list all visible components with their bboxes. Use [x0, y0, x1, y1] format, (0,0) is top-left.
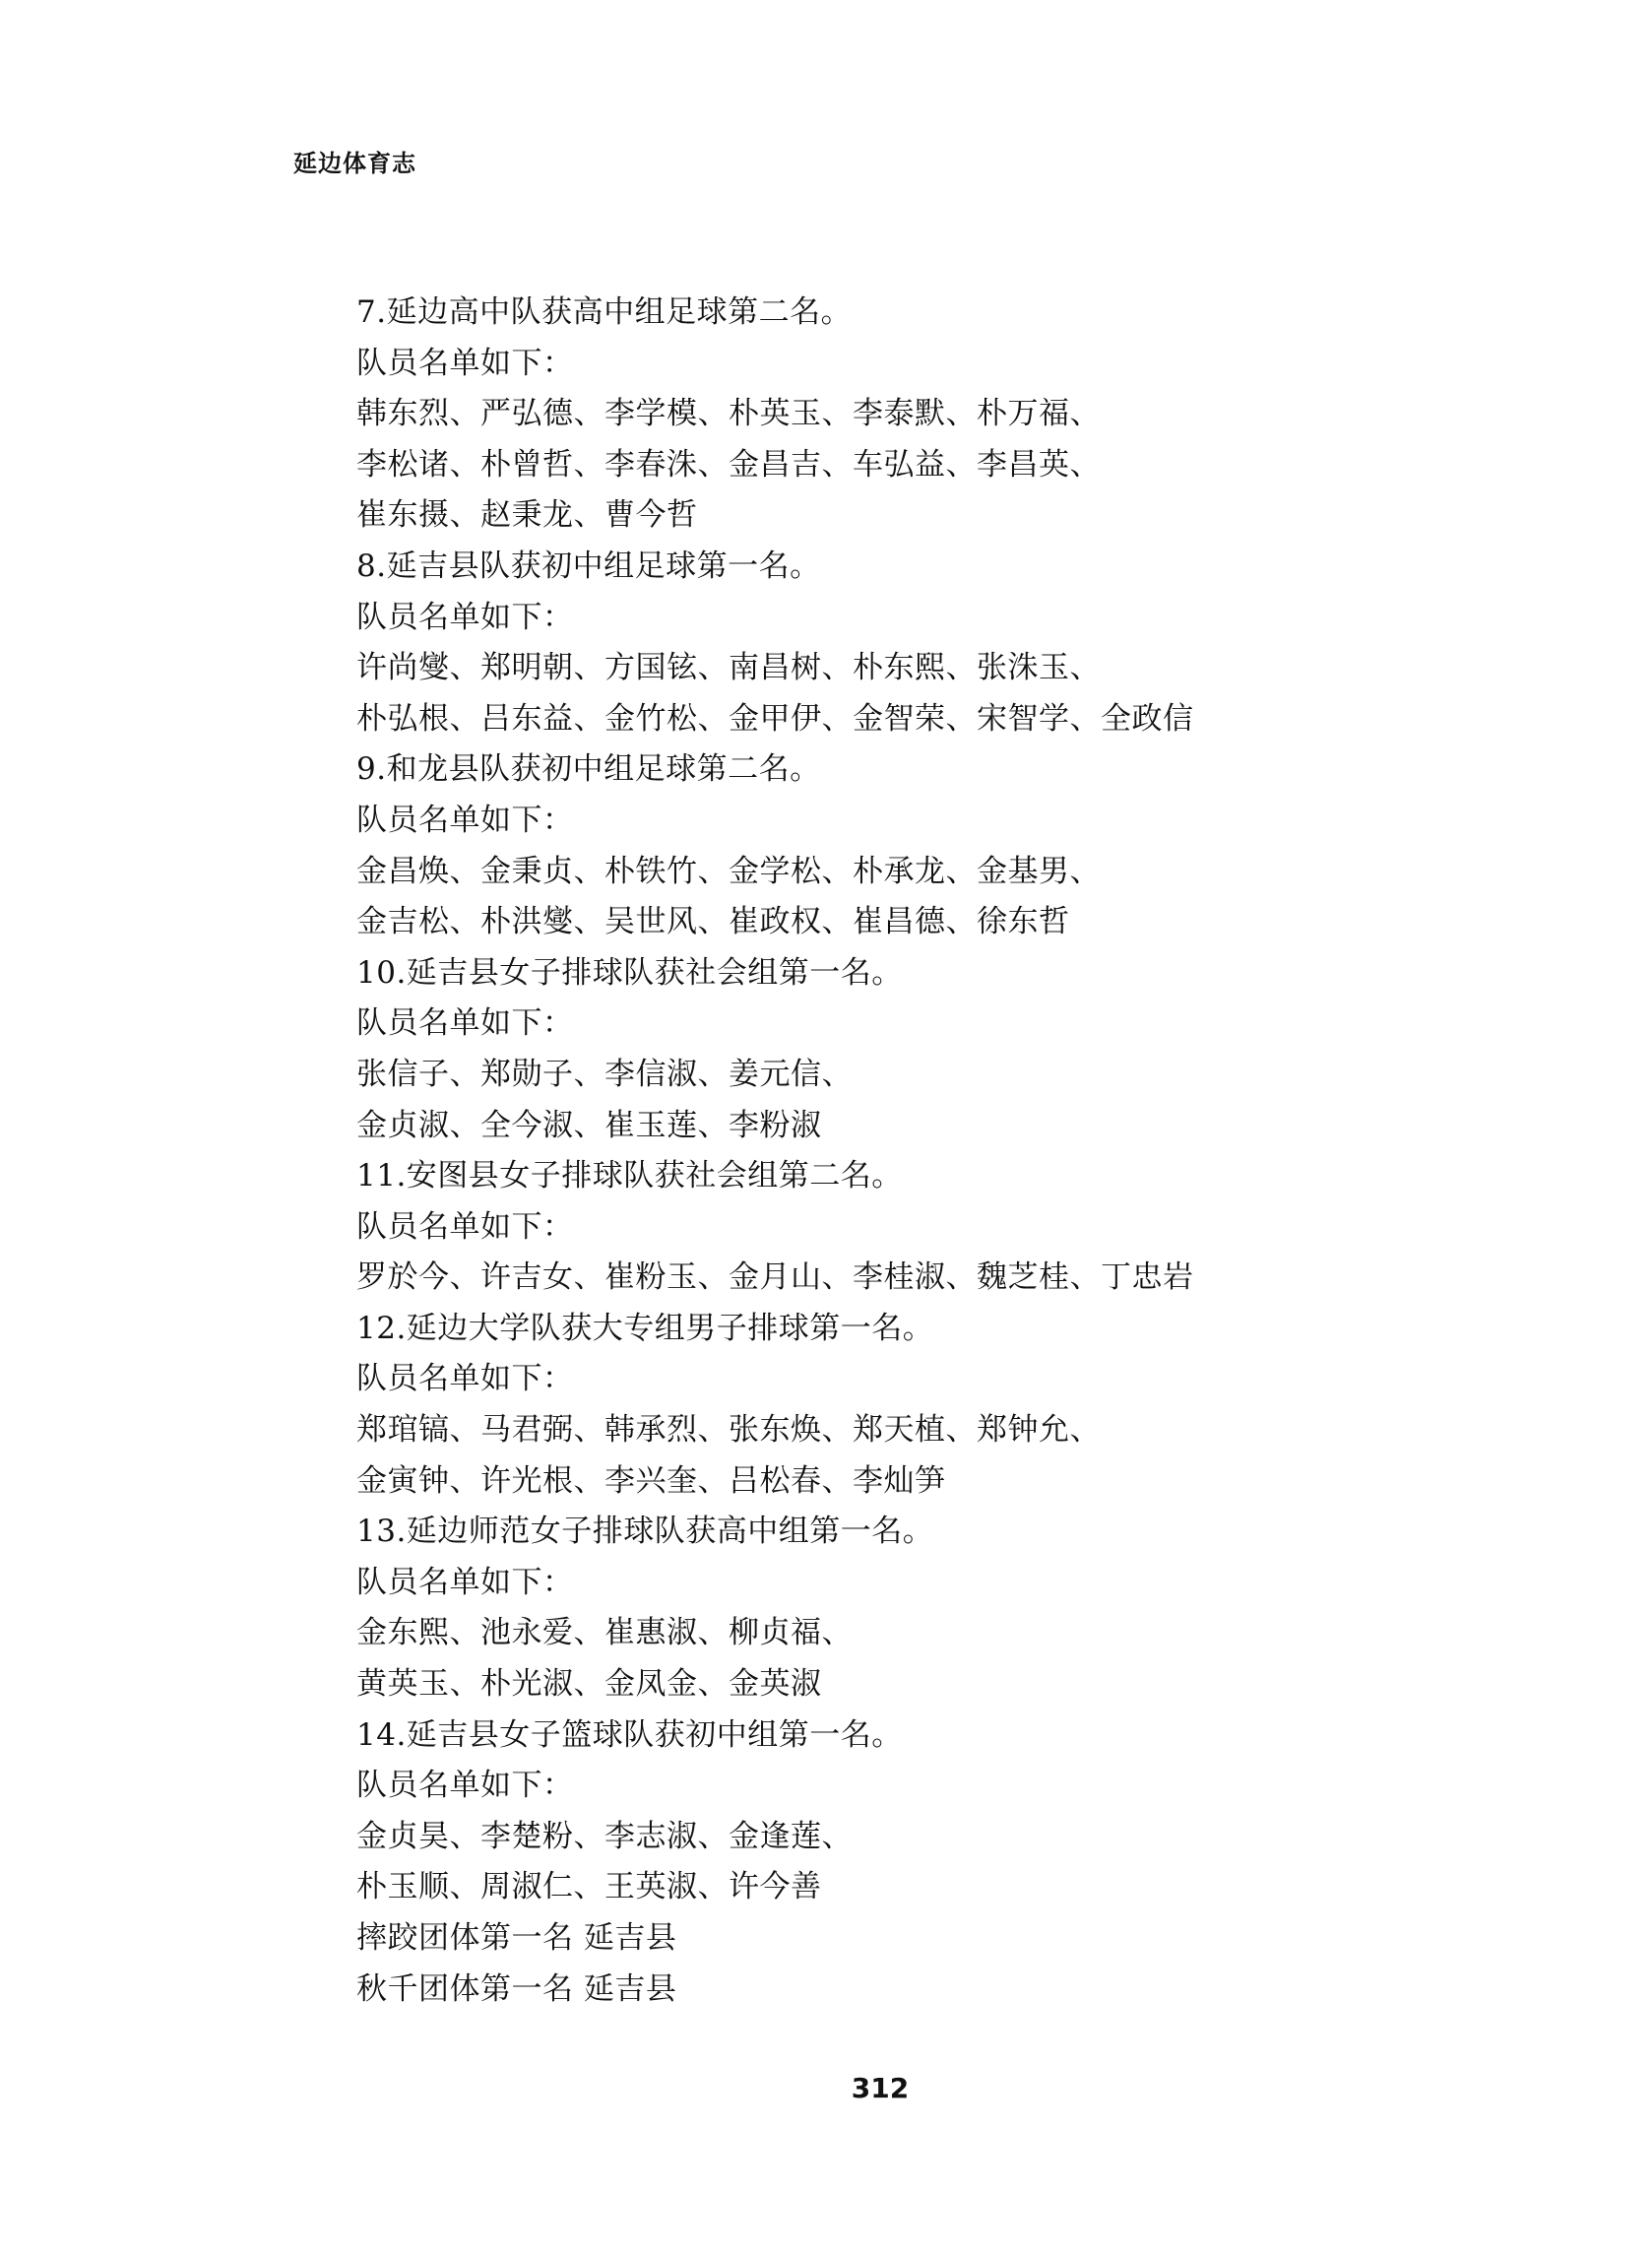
text-line: 队员名单如下： [356, 1208, 574, 1245]
text-line: 7.延边高中队获高中组足球第二名。 [356, 294, 853, 330]
text-line: 队员名单如下： [356, 802, 574, 838]
text-line: 队员名单如下： [356, 345, 574, 381]
text-line: 13.延边师范女子排球队获高中组第一名。 [356, 1514, 934, 1550]
text-line: 12.延边大学队获大专组男子排球第一名。 [356, 1310, 934, 1346]
text-line: 许尚燮、郑明朝、方国铉、南昌树、朴东熙、张洙玉、 [356, 650, 1101, 686]
text-line: 张信子、郑勋子、李信淑、姜元信、 [356, 1056, 853, 1092]
page-number: 312 [851, 2072, 910, 2104]
text-line: 金东熙、池永爱、崔惠淑、柳贞福、 [356, 1615, 853, 1651]
text-line: 罗於今、许吉女、崔粉玉、金月山、李桂淑、魏芝桂、丁忠岩 [356, 1259, 1194, 1296]
text-line: 14.延吉县女子篮球队获初中组第一名。 [356, 1716, 903, 1753]
text-line: 金吉松、朴洪燮、吴世风、崔政权、崔昌德、徐东哲 [356, 904, 1070, 940]
text-line: 李松诸、朴曾哲、李春洙、金昌吉、车弘益、李昌英、 [356, 446, 1101, 483]
text-line: 队员名单如下： [356, 1361, 574, 1397]
text-line: 队员名单如下： [356, 599, 574, 635]
text-line: 8.延吉县队获初中组足球第一名。 [356, 548, 821, 584]
text-line: 摔跤团体第一名 延吉县 [356, 1920, 677, 1956]
text-line: 队员名单如下： [356, 1005, 574, 1042]
text-line: 金昌焕、金秉贞、朴铁竹、金学松、朴承龙、金基男、 [356, 853, 1101, 889]
text-line: 崔东摄、赵秉龙、曹今哲 [356, 497, 698, 534]
text-line: 朴玉顺、周淑仁、王英淑、许今善 [356, 1869, 822, 1905]
text-line: 秋千团体第一名 延吉县 [356, 1970, 677, 2007]
text-line: 金寅钟、许光根、李兴奎、吕松春、李灿笋 [356, 1462, 946, 1499]
text-line: 队员名单如下： [356, 1768, 574, 1804]
text-line: 11.安图县女子排球队获社会组第二名。 [356, 1158, 903, 1194]
text-line: 郑琯镐、马君弼、韩承烈、张东焕、郑天植、郑钟允、 [356, 1412, 1101, 1449]
text-line: 朴弘根、吕东益、金竹松、金甲伊、金智荣、宋智学、全政信 [356, 700, 1194, 737]
text-line: 队员名单如下： [356, 1564, 574, 1600]
text-line: 10.延吉县女子排球队获社会组第一名。 [356, 954, 903, 991]
text-line: 韩东烈、严弘德、李学模、朴英玉、李泰默、朴万福、 [356, 396, 1101, 432]
text-line: 金贞昊、李楚粉、李志淑、金逢莲、 [356, 1818, 853, 1854]
text-line: 黄英玉、朴光淑、金凤金、金英淑 [356, 1666, 822, 1703]
text-line: 金贞淑、全今淑、崔玉莲、李粉淑 [356, 1107, 822, 1143]
document-body [356, 288, 1341, 2015]
running-header-title: 延边体育志 [293, 150, 416, 177]
text-line: 9.和龙县队获初中组足球第二名。 [356, 751, 821, 788]
